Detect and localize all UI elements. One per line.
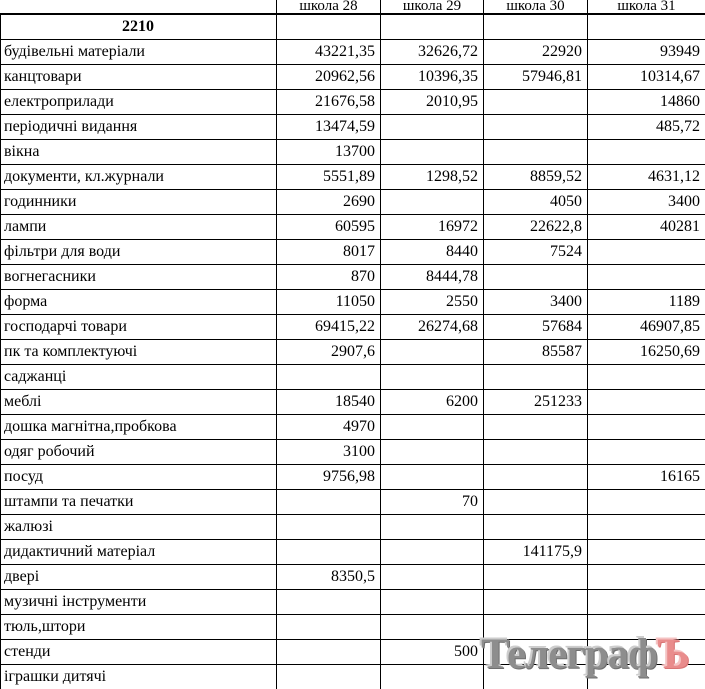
value-cell — [484, 465, 588, 490]
value-cell — [484, 440, 588, 465]
value-cell: 60595 — [277, 215, 381, 240]
table-row — [1, 465, 705, 490]
value-cell — [381, 515, 484, 540]
table-row — [1, 265, 705, 290]
item-label: вогнегасники — [1, 265, 277, 290]
value-cell: 8444,78 — [381, 265, 484, 290]
corner-cell — [1, 0, 277, 14]
value-cell — [277, 615, 381, 640]
value-cell: 6200 — [381, 390, 484, 415]
value-cell: 32626,72 — [381, 40, 484, 65]
value-cell: 21676,58 — [277, 90, 381, 115]
value-cell: 5551,89 — [277, 165, 381, 190]
item-label: дидактичний матеріал — [1, 540, 277, 565]
value-cell — [588, 515, 705, 540]
table-row — [1, 340, 705, 365]
table-row — [1, 140, 705, 165]
table-row — [1, 290, 705, 315]
value-cell: 46907,85 — [588, 315, 705, 340]
table-row — [1, 115, 705, 140]
item-label: періодичні видання — [1, 115, 277, 140]
value-cell: 3400 — [588, 190, 705, 215]
value-cell — [484, 565, 588, 590]
value-cell — [484, 415, 588, 440]
value-cell — [484, 265, 588, 290]
item-label: пк та комплектуючі — [1, 340, 277, 365]
value-cell — [484, 115, 588, 140]
table-row — [1, 590, 705, 615]
item-label: будівельні матеріали — [1, 40, 277, 65]
item-label: саджанці — [1, 365, 277, 390]
item-label: одяг робочий — [1, 440, 277, 465]
value-cell: 8859,52 — [484, 165, 588, 190]
value-cell — [484, 365, 588, 390]
value-cell — [381, 565, 484, 590]
value-cell: 11050 — [277, 290, 381, 315]
value-cell — [484, 490, 588, 515]
value-cell: 10314,67 — [588, 65, 705, 90]
watermark-text-red: Ъ — [657, 631, 689, 678]
item-label: господарчі товари — [1, 315, 277, 340]
value-cell: 93949 — [588, 40, 705, 65]
value-cell: 2010,95 — [381, 90, 484, 115]
value-cell — [588, 565, 705, 590]
value-cell — [381, 190, 484, 215]
value-cell — [381, 140, 484, 165]
value-cell: 20962,56 — [277, 65, 381, 90]
budget-code: 2210 — [1, 14, 277, 40]
value-cell — [484, 665, 588, 689]
value-cell — [277, 665, 381, 689]
value-cell — [484, 515, 588, 540]
item-label: посуд — [1, 465, 277, 490]
value-cell — [381, 440, 484, 465]
table-row — [1, 415, 705, 440]
column-header-school-29: школа 29 — [381, 0, 484, 14]
value-cell — [484, 140, 588, 165]
value-cell — [277, 640, 381, 665]
table-row — [1, 565, 705, 590]
table-row — [1, 240, 705, 265]
value-cell: 4970 — [277, 415, 381, 440]
value-cell — [277, 590, 381, 615]
value-cell — [588, 390, 705, 415]
value-cell: 3400 — [484, 290, 588, 315]
value-cell: 8440 — [381, 240, 484, 265]
empty-cell — [277, 14, 381, 40]
value-cell: 251233 — [484, 390, 588, 415]
value-cell: 500 — [381, 640, 484, 665]
item-label: штампи та печатки — [1, 490, 277, 515]
value-cell: 16250,69 — [588, 340, 705, 365]
value-cell: 4631,12 — [588, 165, 705, 190]
column-header-school-31: школа 31 — [588, 0, 705, 14]
value-cell: 85587 — [484, 340, 588, 365]
value-cell: 9756,98 — [277, 465, 381, 490]
item-label: годинники — [1, 190, 277, 215]
item-label: форма — [1, 290, 277, 315]
value-cell — [277, 540, 381, 565]
value-cell: 22622,8 — [484, 215, 588, 240]
value-cell: 485,72 — [588, 115, 705, 140]
value-cell — [588, 440, 705, 465]
table-row — [1, 365, 705, 390]
table-body — [1, 14, 705, 689]
value-cell: 57684 — [484, 315, 588, 340]
value-cell: 1298,52 — [381, 165, 484, 190]
item-label: тюль,штори — [1, 615, 277, 640]
value-cell — [484, 590, 588, 615]
watermark-text-gray: Телеграф — [481, 631, 658, 678]
item-label: дошка магнітна,пробкова — [1, 415, 277, 440]
table-row — [1, 615, 705, 640]
empty-cell — [381, 14, 484, 40]
table-row — [1, 215, 705, 240]
value-cell: 43221,35 — [277, 40, 381, 65]
value-cell: 69415,22 — [277, 315, 381, 340]
table-row — [1, 640, 705, 665]
value-cell — [381, 115, 484, 140]
item-label: двері — [1, 565, 277, 590]
value-cell — [588, 140, 705, 165]
table-row — [1, 540, 705, 565]
value-cell — [588, 640, 705, 665]
value-cell — [588, 540, 705, 565]
table-row — [1, 515, 705, 540]
value-cell — [277, 365, 381, 390]
item-label: вікна — [1, 140, 277, 165]
table-row — [1, 440, 705, 465]
value-cell: 16165 — [588, 465, 705, 490]
value-cell — [381, 665, 484, 689]
value-cell: 3100 — [277, 440, 381, 465]
value-cell: 13700 — [277, 140, 381, 165]
value-cell: 13474,59 — [277, 115, 381, 140]
value-cell: 2690 — [277, 190, 381, 215]
value-cell: 4050 — [484, 190, 588, 215]
table-row — [1, 315, 705, 340]
value-cell: 40281 — [588, 215, 705, 240]
value-cell: 8017 — [277, 240, 381, 265]
table-row — [1, 65, 705, 90]
value-cell: 14860 — [588, 90, 705, 115]
item-label: жалюзі — [1, 515, 277, 540]
value-cell — [588, 365, 705, 390]
item-label: музичні інструменти — [1, 590, 277, 615]
value-cell: 18540 — [277, 390, 381, 415]
column-header-school-28: школа 28 — [277, 0, 381, 14]
value-cell — [381, 415, 484, 440]
table-row — [1, 90, 705, 115]
value-cell: 2550 — [381, 290, 484, 315]
column-header-school-30: школа 30 — [484, 0, 588, 14]
item-label: фільтри для води — [1, 240, 277, 265]
item-label: стенди — [1, 640, 277, 665]
value-cell — [588, 615, 705, 640]
value-cell: 1189 — [588, 290, 705, 315]
value-cell: 57946,81 — [484, 65, 588, 90]
value-cell: 26274,68 — [381, 315, 484, 340]
table-row — [1, 390, 705, 415]
table-row — [1, 40, 705, 65]
item-label: електроприлади — [1, 90, 277, 115]
table-row — [1, 665, 705, 689]
value-cell — [588, 415, 705, 440]
value-cell — [381, 365, 484, 390]
value-cell: 8350,5 — [277, 565, 381, 590]
table-row — [1, 165, 705, 190]
value-cell — [484, 640, 588, 665]
value-cell: 16972 — [381, 215, 484, 240]
item-label: лампи — [1, 215, 277, 240]
value-cell — [484, 615, 588, 640]
value-cell — [588, 265, 705, 290]
value-cell — [484, 90, 588, 115]
value-cell: 870 — [277, 265, 381, 290]
value-cell — [588, 665, 705, 689]
value-cell — [277, 490, 381, 515]
item-label: іграшки дитячі — [1, 665, 277, 689]
item-label: документи, кл.журнали — [1, 165, 277, 190]
value-cell: 7524 — [484, 240, 588, 265]
value-cell — [381, 540, 484, 565]
value-cell: 2907,6 — [277, 340, 381, 365]
value-cell: 141175,9 — [484, 540, 588, 565]
item-label: канцтовари — [1, 65, 277, 90]
empty-cell — [484, 14, 588, 40]
value-cell — [381, 465, 484, 490]
empty-cell — [588, 14, 705, 40]
value-cell — [381, 615, 484, 640]
table-row — [1, 490, 705, 515]
table-row — [1, 190, 705, 215]
value-cell — [588, 590, 705, 615]
value-cell — [588, 240, 705, 265]
value-cell — [381, 340, 484, 365]
header-row — [1, 0, 705, 14]
value-cell: 70 — [381, 490, 484, 515]
value-cell — [277, 515, 381, 540]
value-cell — [381, 590, 484, 615]
item-label: меблі — [1, 390, 277, 415]
value-cell — [588, 490, 705, 515]
value-cell: 22920 — [484, 40, 588, 65]
code-row — [1, 14, 705, 40]
value-cell: 10396,35 — [381, 65, 484, 90]
